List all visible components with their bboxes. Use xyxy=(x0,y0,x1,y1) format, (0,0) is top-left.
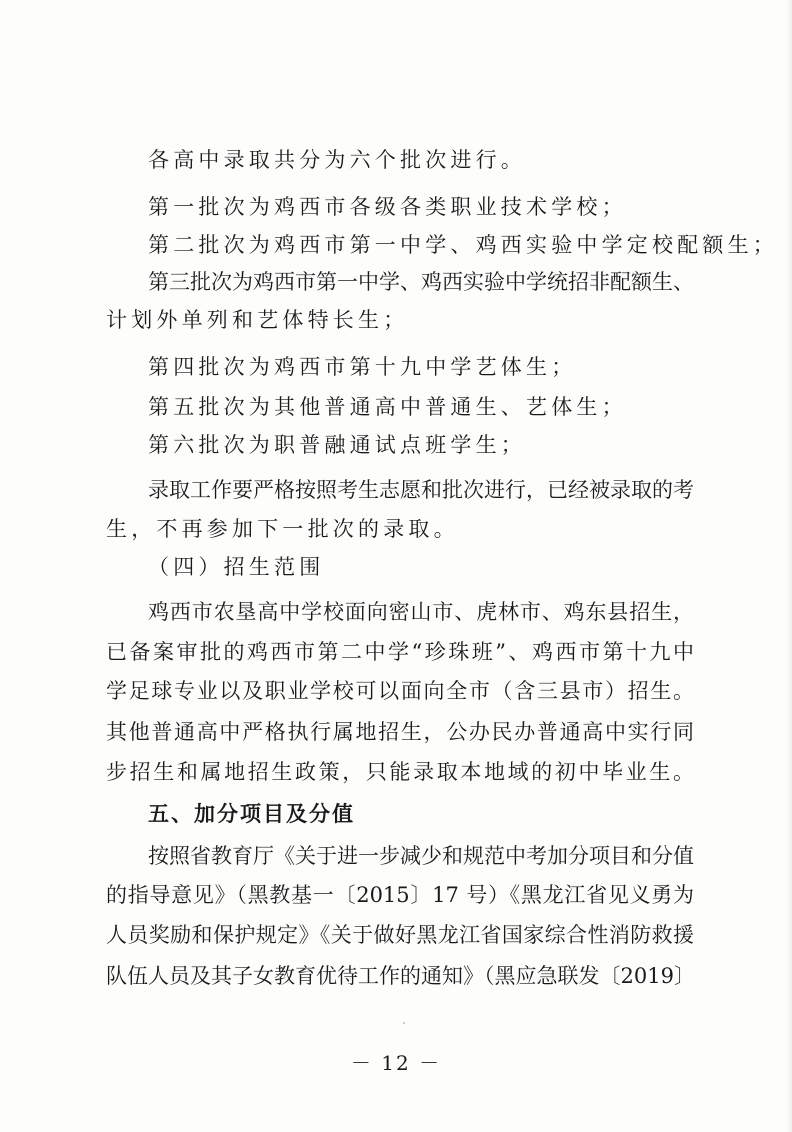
paragraph-line: 第六批次为职普融通试点班学生； xyxy=(148,433,526,457)
paragraph-line: 按照省教育厅《关于进一步减少和规范中考加分项目和分值 xyxy=(148,844,694,868)
paragraph-line: 鸡西市农垦高中学校面向密山市、虎林市、鸡东县招生， xyxy=(148,600,694,624)
paragraph-line: 第四批次为鸡西市第十九中学艺体生； xyxy=(148,355,577,379)
paragraph-line: 生，不再参加下一批次的录取。 xyxy=(106,517,459,541)
paragraph-line: 已备案审批的鸡西市第二中学“珍珠班”、鸡西市第十九中 xyxy=(106,640,694,664)
paragraph-line: 第三批次为鸡西市第一中学、鸡西实验中学统招非配额生、 xyxy=(148,270,694,294)
paragraph-line: 人员奖励和保护规定》《关于做好黑龙江省国家综合性消防救援 xyxy=(106,923,694,947)
paragraph-line: 步招生和属地招生政策，只能录取本地域的初中毕业生。 xyxy=(106,760,694,784)
page-number: － 12 － xyxy=(350,1051,442,1075)
paragraph-line: 录取工作要严格按照考生志愿和批次进行，已经被录取的考 xyxy=(148,478,694,502)
section-heading: 五、加分项目及分值 xyxy=(148,802,355,826)
paragraph-line: 队伍人员及其子女教育优待工作的通知》（黑应急联发〔2019〕 xyxy=(106,964,695,988)
paragraph-line: 第五批次为其他普通高中普通生、艺体生； xyxy=(148,395,627,419)
paragraph-line: 学足球专业以及职业学校可以面向全市（含三县市）招生。 xyxy=(106,679,694,703)
paragraph-line: 各高中录取共分为六个批次进行。 xyxy=(148,148,526,172)
paragraph-line: 第二批次为鸡西市第一中学、鸡西实验中学定校配额生； xyxy=(148,233,778,257)
section-subheading: （四）招生范围 xyxy=(148,555,325,579)
paragraph-line: 的指导意见》（黑教基一〔2015〕17 号）《黑龙江省见义勇为 xyxy=(106,883,694,907)
paragraph-line: 第一批次为鸡西市各级各类职业技术学校； xyxy=(148,195,627,219)
paragraph-line: 计划外单列和艺体特长生； xyxy=(106,308,409,332)
paragraph-line: 其他普通高中严格执行属地招生，公办民办普通高中实行同 xyxy=(106,720,694,744)
scan-speck xyxy=(403,1022,405,1024)
